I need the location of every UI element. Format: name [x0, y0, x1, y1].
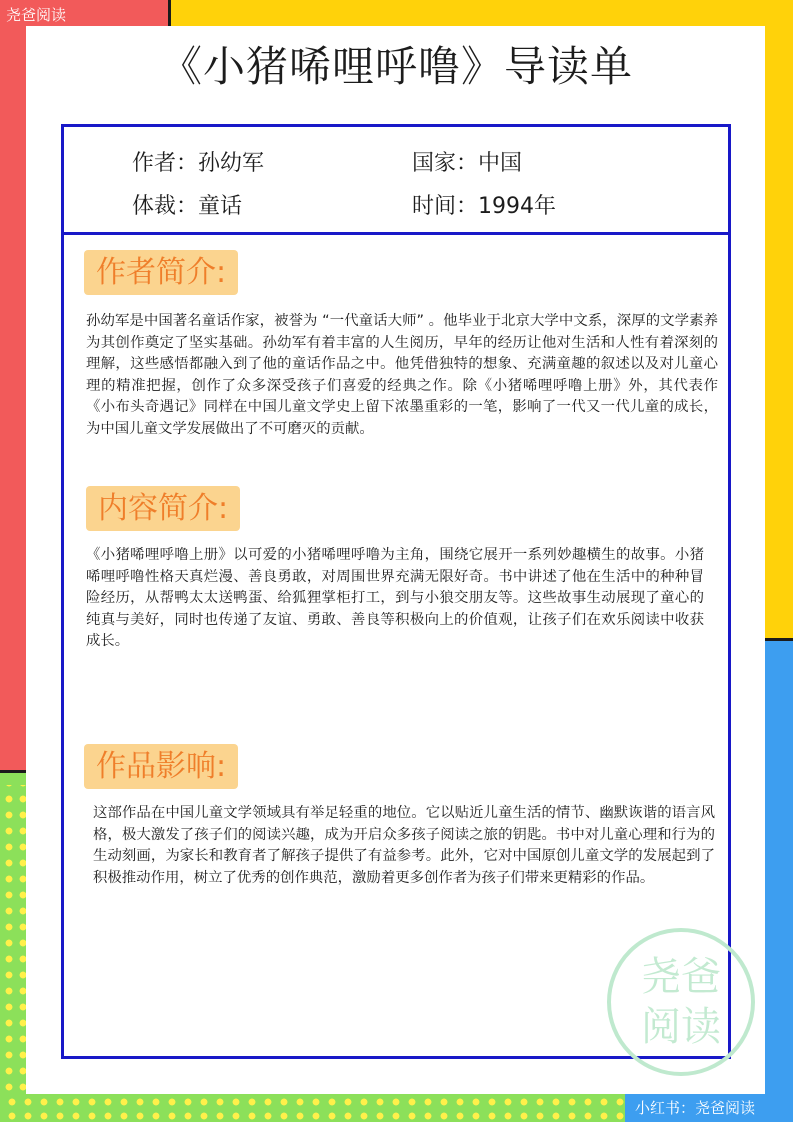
page-title: 《小猪唏哩呼噜》导读单: [159, 42, 633, 91]
info-author: 作者：孙幼军: [132, 151, 265, 176]
dot-pattern-bottom: [0, 1094, 625, 1122]
background-blue-block: [765, 640, 793, 1122]
background-divider: [765, 638, 793, 641]
watermark-line-1: 尧爸: [641, 954, 721, 1000]
background-divider: [0, 770, 26, 773]
info-country: 国家：中国: [412, 151, 523, 176]
info-genre: 体裁：童话: [132, 194, 243, 219]
author-intro-text: 孙幼军是中国著名童话作家，被誉为 “一代童话大师” 。他毕业于北京大学中文系，深厚的文学素养为其创作奠定了坚实基础。孙幼军有着丰富的人生阅历，早年的经历让他对生活和人性有着深刻的理解，这些感悟都融入到了他的童话作品之中。他凭借独特的想象、充满童趣的叙述以及对儿童心理的精准把握，创作了众多深受孩子们喜爱的经典之作。除《小猪唏哩呼噜上册》外，其代表作《小布头奇遇记》同样在中国儿童文学史上留下浓墨重彩的一笔，影响了一代又一代儿童的成长，为中国儿童文学发展做出了不可磨灭的贡献。: [86, 313, 718, 437]
info-time: 时间：1994年: [412, 194, 556, 219]
impact-text: 这部作品在中国儿童文学领域具有举足轻重的地位。它以贴近儿童生活的情节、幽默诙谐的语言风格，极大激发了孩子们的阅读兴趣，成为开启众多孩子阅读之旅的钥匙。书中对儿童心理和行为的生动刻画，为家长和教育者了解孩子提供了有益参考。此外，它对中国原创儿童文学的发展起到了积极推动作用，树立了优秀的创作典范，激励着更多创作者为孩子们带来更精彩的作品。: [93, 805, 715, 886]
watermark-line-2: 阅读: [641, 1004, 721, 1050]
background-divider: [168, 0, 171, 26]
watermark-stamp: [607, 928, 755, 1076]
brand-label: 尧爸阅读: [6, 6, 67, 24]
footer-social-label: 小红书：尧爸阅读: [625, 1094, 793, 1122]
section-heading-content-intro: 内容简介:: [86, 486, 240, 531]
section-heading-author-intro: 作者简介:: [84, 250, 238, 295]
dot-pattern-left: [0, 785, 26, 1095]
section-heading-impact: 作品影响:: [84, 744, 238, 789]
book-info-box: [61, 124, 731, 235]
content-intro-text: 《小猪唏哩呼噜上册》以可爱的小猪唏哩呼噜为主角，围绕它展开一系列妙趣横生的故事。小猪唏哩呼噜性格天真烂漫、善良勇敢，对周围世界充满无限好奇。书中讲述了他在生活中的种种冒险经历，从帮鸭太太送鸭蛋、给狐狸掌柜打工，到与小狼交朋友等。这些故事生动展现了童心的纯真与美好，同时也传递了友谊、勇敢、善良等积极向上的价值观，让孩子们在欢乐阅读中收获成长。: [86, 547, 704, 649]
